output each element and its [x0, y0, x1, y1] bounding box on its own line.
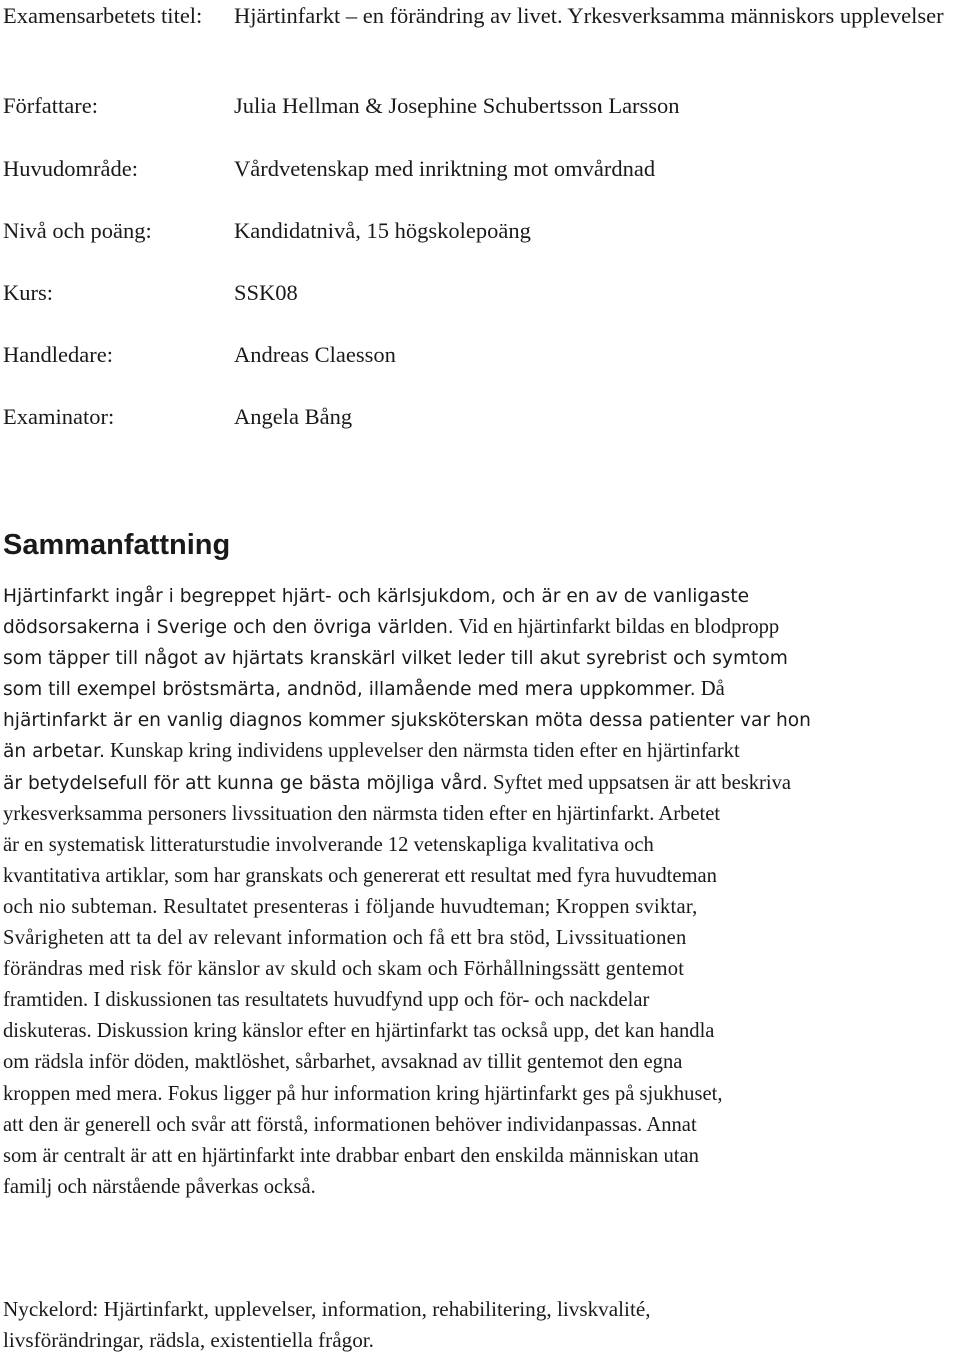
summary-line: än arbetar. Kunskap kring individens upplevelser den närmsta tiden efter en hjärtinfarkt: [3, 740, 740, 763]
supervisor-value: Andreas Claesson: [234, 342, 396, 367]
author-label: Författare:: [3, 93, 98, 118]
summary-line: att den är generell och svår att förstå, informationen behöver individanpassas. Annat: [3, 1113, 697, 1136]
keywords-line: Nyckelord: Hjärtinfarkt, upplevelser, information, rehabilitering, livskvalité,: [3, 1297, 651, 1321]
summary-line: Hjärtinfarkt ingår i begreppet hjärt- och kärlsjukdom, och är en av de vanligaste: [3, 586, 750, 607]
summary-line: som är centralt är att en hjärtinfarkt inte drabbar enbart den enskilda människan utan: [3, 1144, 699, 1167]
level-value: Kandidatnivå, 15 högskolepoäng: [234, 218, 531, 243]
summary-line: kroppen med mera. Fokus ligger på hur information kring hjärtinfarkt ges på sjukhuset,: [3, 1082, 723, 1105]
summary-heading: Sammanfattning: [3, 529, 231, 561]
summary-line: och nio subteman. Resultatet presenteras i följande huvudteman; Kroppen sviktar,: [3, 895, 698, 918]
summary-line: diskuteras. Diskussion kring känslor efter en hjärtinfarkt tas också upp, det kan handla: [3, 1020, 715, 1043]
summary-line: är betydelsefull för att kunna ge bästa möjliga vård. Syftet med uppsatsen är att beskriva: [3, 771, 792, 794]
course-value: SSK08: [234, 280, 298, 305]
field-value: Vårdvetenskap med inriktning mot omvårdnad: [234, 156, 656, 181]
summary-line: hjärtinfarkt är en vanlig diagnos kommer sjuksköterskan möta dessa patienter var hon: [3, 710, 811, 732]
level-label: Nivå och poäng:: [3, 218, 152, 243]
summary-line: förändras med risk för känslor av skuld och skam och Förhållningssätt gentemot: [3, 958, 685, 981]
summary-line: dödsorsakerna i Sverige och den övriga världen. Vid en hjärtinfarkt bildas en blodpropp: [3, 616, 780, 639]
summary-line: är en systematisk litteraturstudie involverande 12 vetenskapliga kvalitativa och: [3, 833, 654, 856]
summary-line: yrkesverksamma personers livssituation den närmsta tiden efter en hjärtinfarkt. Arbetet: [3, 802, 721, 825]
summary-line: familj och närstående påverkas också.: [3, 1175, 316, 1198]
summary-body: [3, 581, 957, 1203]
course-label: Kurs:: [3, 280, 53, 305]
summary-line: framtiden. I diskussionen tas resultatets huvudfynd upp och för- och nackdelar: [3, 989, 650, 1012]
author-value: Julia Hellman & Josephine Schubertsson Larsson: [234, 93, 680, 118]
title-value: Hjärtinfarkt – en förändring av livet. Yrkesverksamma människors upplevelser: [234, 3, 944, 28]
supervisor-label: Handledare:: [3, 342, 113, 367]
examiner-value: Angela Bång: [234, 404, 353, 429]
examiner-label: Examinator:: [3, 404, 115, 429]
keywords: [3, 1294, 957, 1356]
summary-line: Svårigheten att ta del av relevant information och få ett bra stöd, Livssituationen: [3, 927, 687, 950]
summary-line: om rädsla inför döden, maktlöshet, sårbarhet, avsaknad av tillit gentemot den egna: [3, 1051, 683, 1074]
field-label: Huvudområde:: [3, 156, 138, 181]
summary-line: kvantitativa artiklar, som har granskats och genererat ett resultat med fyra huvudteman: [3, 864, 717, 887]
summary-line: som täpper till något av hjärtats kranskärl vilket leder till akut syrebrist och symtom: [3, 648, 788, 670]
keywords-line: livsförändringar, rädsla, existentiella frågor.: [3, 1328, 374, 1352]
summary-line: som till exempel bröstsmärta, andnöd, illamående med mera uppkommer. Då: [3, 678, 725, 701]
title-label: Examensarbetets titel:: [3, 3, 203, 28]
